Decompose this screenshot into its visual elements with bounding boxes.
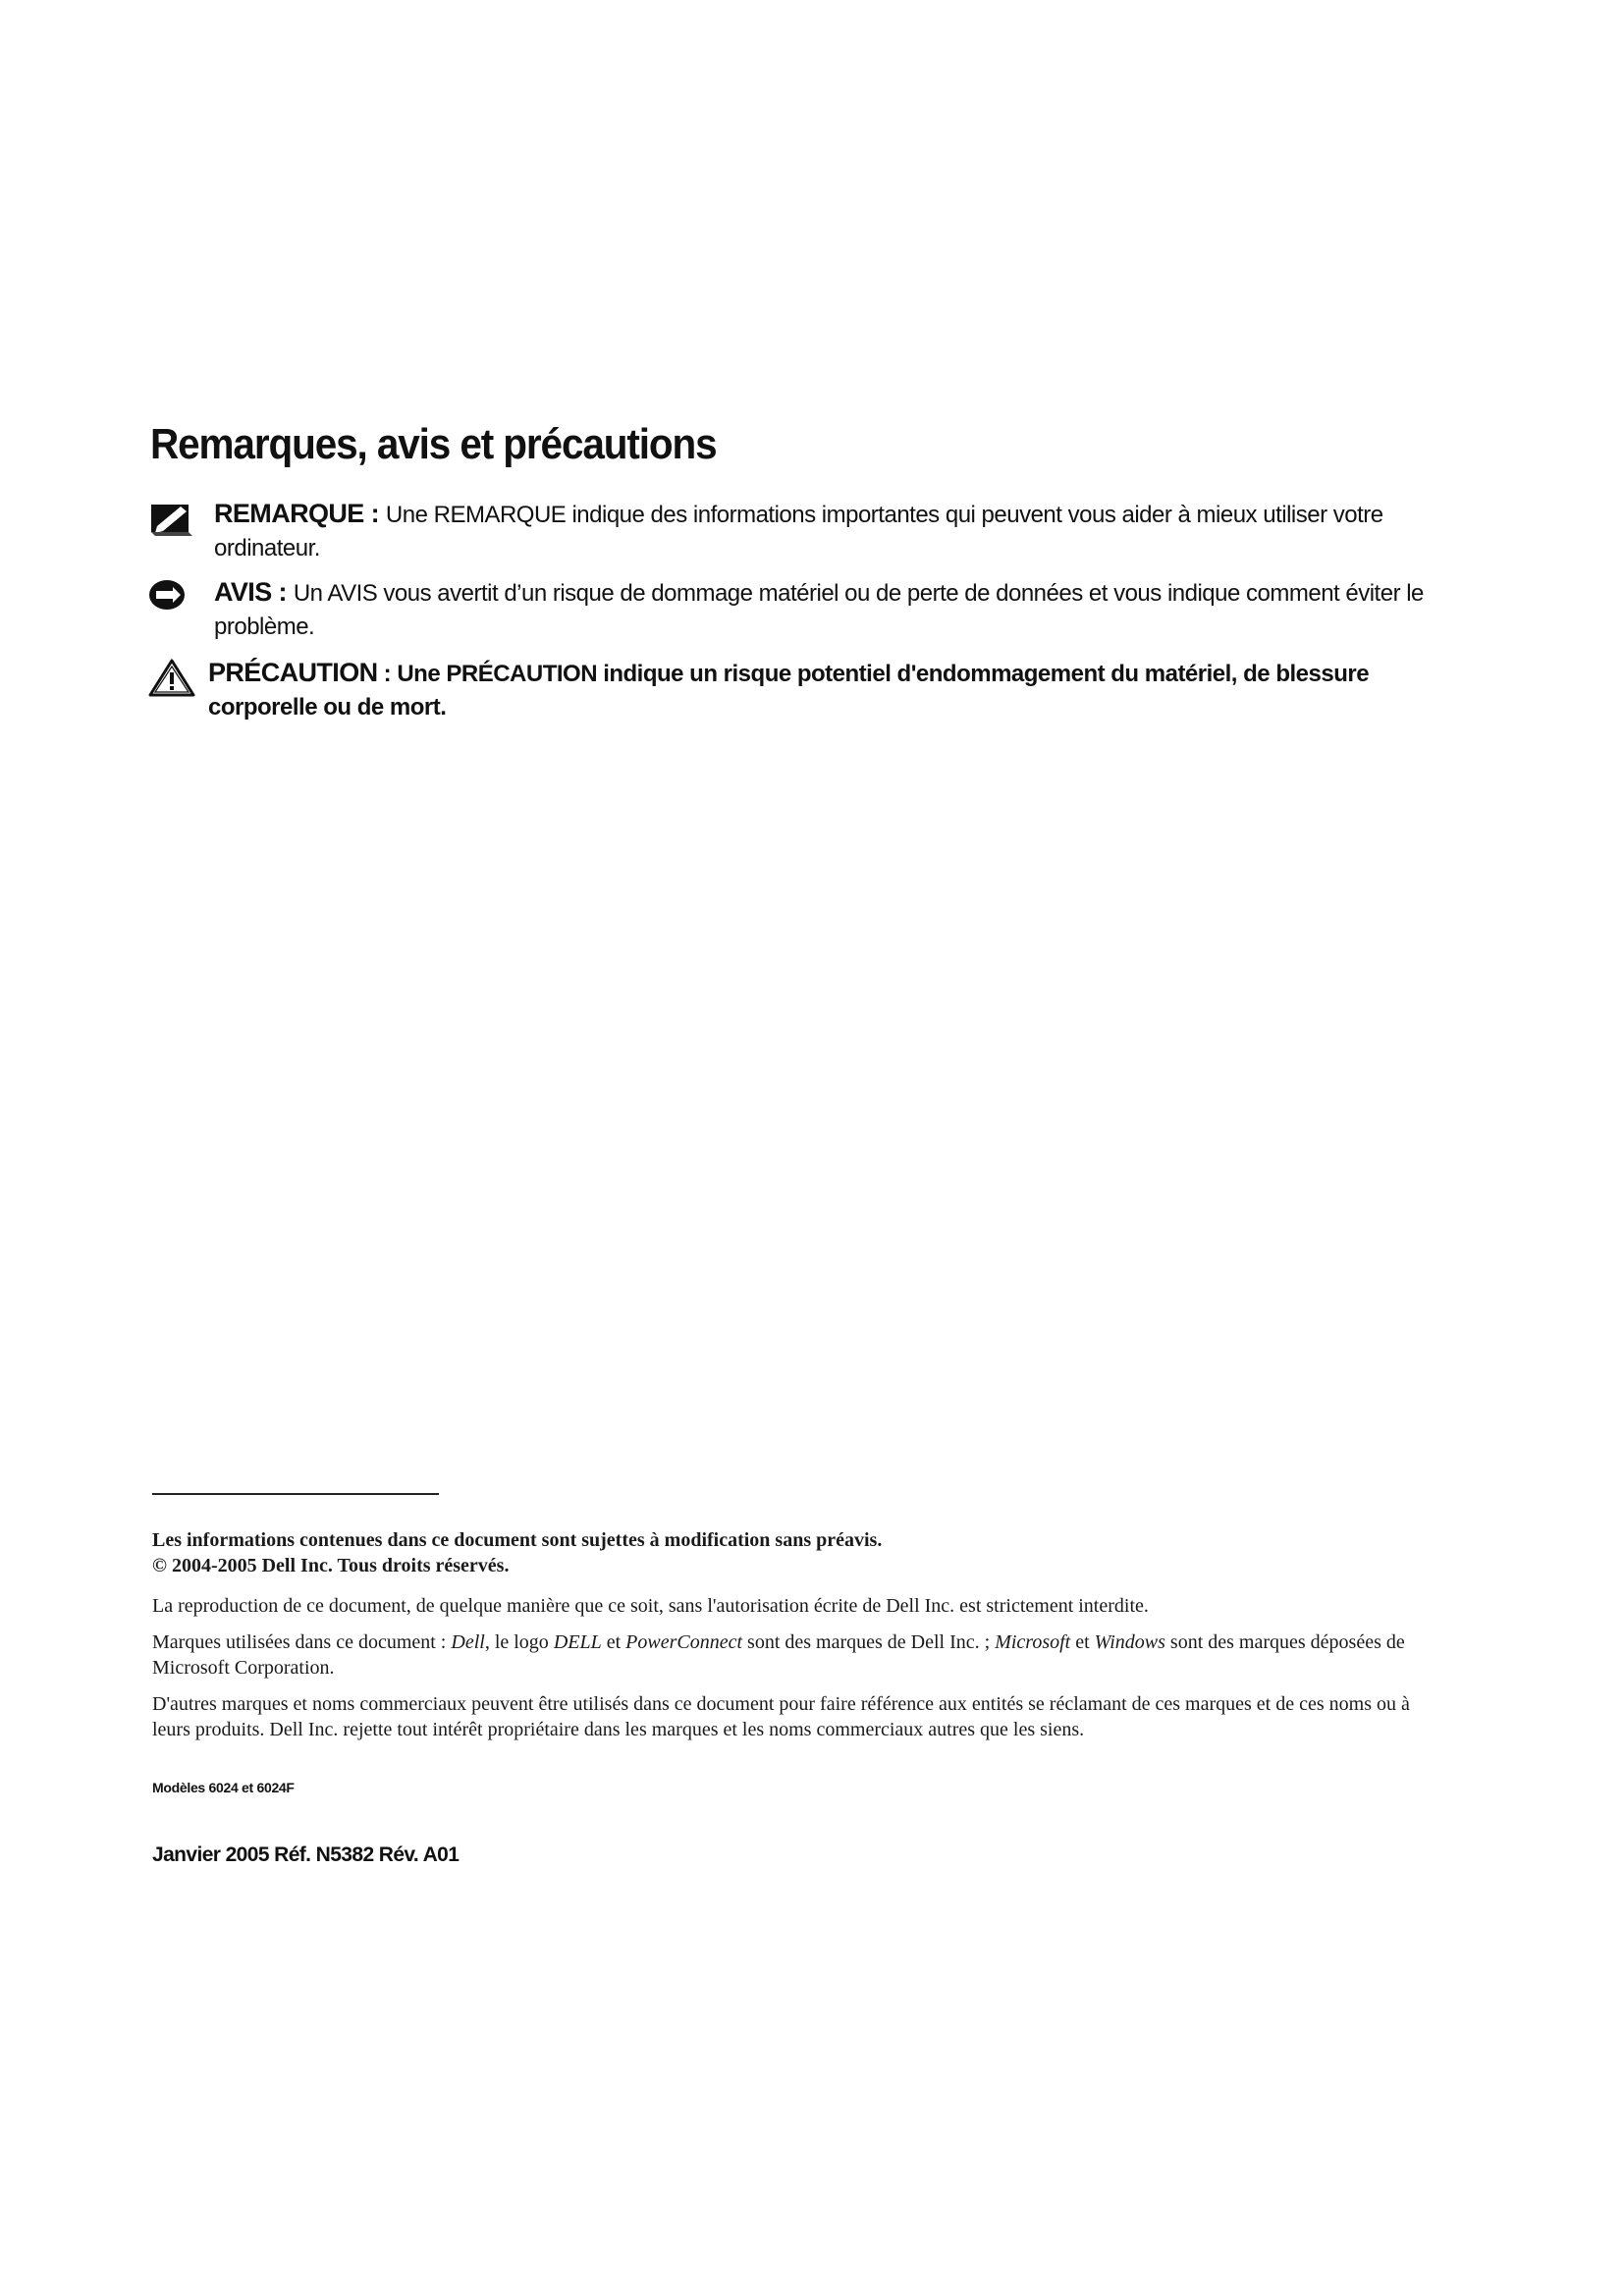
copyright-text: © 2004-2005 Dell Inc. Tous droits réservés.: [152, 1555, 510, 1576]
trademark-windows: Windows: [1094, 1631, 1165, 1653]
trademark-dell: Dell: [451, 1631, 485, 1653]
reproduction-notice: [152, 1593, 1429, 1619]
precaution-label: PRÉCAUTION: [208, 658, 378, 687]
notice-arrow-icon: [147, 577, 196, 616]
trademark-dell-logo: DELL: [553, 1631, 602, 1653]
other-marks-notice: [152, 1691, 1429, 1742]
trademarks-part3: et: [601, 1631, 626, 1653]
trademarks-text: [152, 1629, 1429, 1681]
trademarks-part5: et: [1070, 1631, 1095, 1653]
remarque-label: REMARQUE: [214, 499, 364, 528]
date-reference: Janvier 2005 Réf. N5382 Rév. A01: [152, 1843, 460, 1866]
trademarks-part4: sont des marques de Dell Inc. ;: [742, 1631, 996, 1653]
remarque-notice: [147, 497, 1443, 565]
note-pencil-icon: [147, 499, 196, 538]
avis-notice: [147, 575, 1443, 644]
remarque-separator: :: [363, 499, 386, 528]
avis-separator: :: [271, 577, 294, 607]
trademarks-part1: Marques utilisées dans ce document :: [152, 1631, 452, 1653]
caution-triangle-icon: [147, 658, 196, 697]
disclaimer-text: Les informations contenues dans ce document sont sujettes à modification sans préavis.: [152, 1529, 883, 1551]
footnote-rule: [152, 1493, 439, 1495]
remarque-text: Une REMARQUE indique des informations importantes qui peuvent vous aider à mieux utiliser votre ordinateur.: [214, 502, 1383, 561]
avis-text: Un AVIS vous avertit d’un risque de dommage matériel ou de perte de données et vous indique comment éviter le problème.: [214, 580, 1424, 640]
precaution-text: Une PRÉCAUTION indique un risque potentiel d'endommagement du matériel, de blessure corporelle ou de mort.: [208, 661, 1370, 721]
avis-label: AVIS: [214, 577, 272, 607]
trademark-microsoft: Microsoft: [995, 1631, 1071, 1653]
trademarks-notice: [152, 1629, 1429, 1681]
other-marks-text: D'autres marques et noms commerciaux peuvent être utilisés dans ce document pour faire référence aux entités se réclamant de ces marques et de ces noms ou à leurs produits. Dell Inc. rejette tout intérêt propriétaire dans les marques et les noms commerciaux autres que les siens.: [152, 1693, 1410, 1740]
models-text: Modèles 6024 et 6024F: [152, 1780, 295, 1795]
legal-header: [152, 1527, 1429, 1578]
trademark-powerconnect: PowerConnect: [625, 1631, 743, 1653]
precaution-notice: [147, 656, 1443, 724]
trademarks-part2: , le logo: [484, 1631, 554, 1653]
precaution-separator: :: [377, 661, 398, 687]
reproduction-text: La reproduction de ce document, de quelque manière que ce soit, sans l'autorisation écrite de Dell Inc. est strictement interdite.: [152, 1595, 1149, 1617]
page-title: Remarques, avis et précautions: [150, 420, 717, 468]
trademarks-part6: sont des marques déposées de Microsoft Corporation.: [152, 1631, 1405, 1679]
